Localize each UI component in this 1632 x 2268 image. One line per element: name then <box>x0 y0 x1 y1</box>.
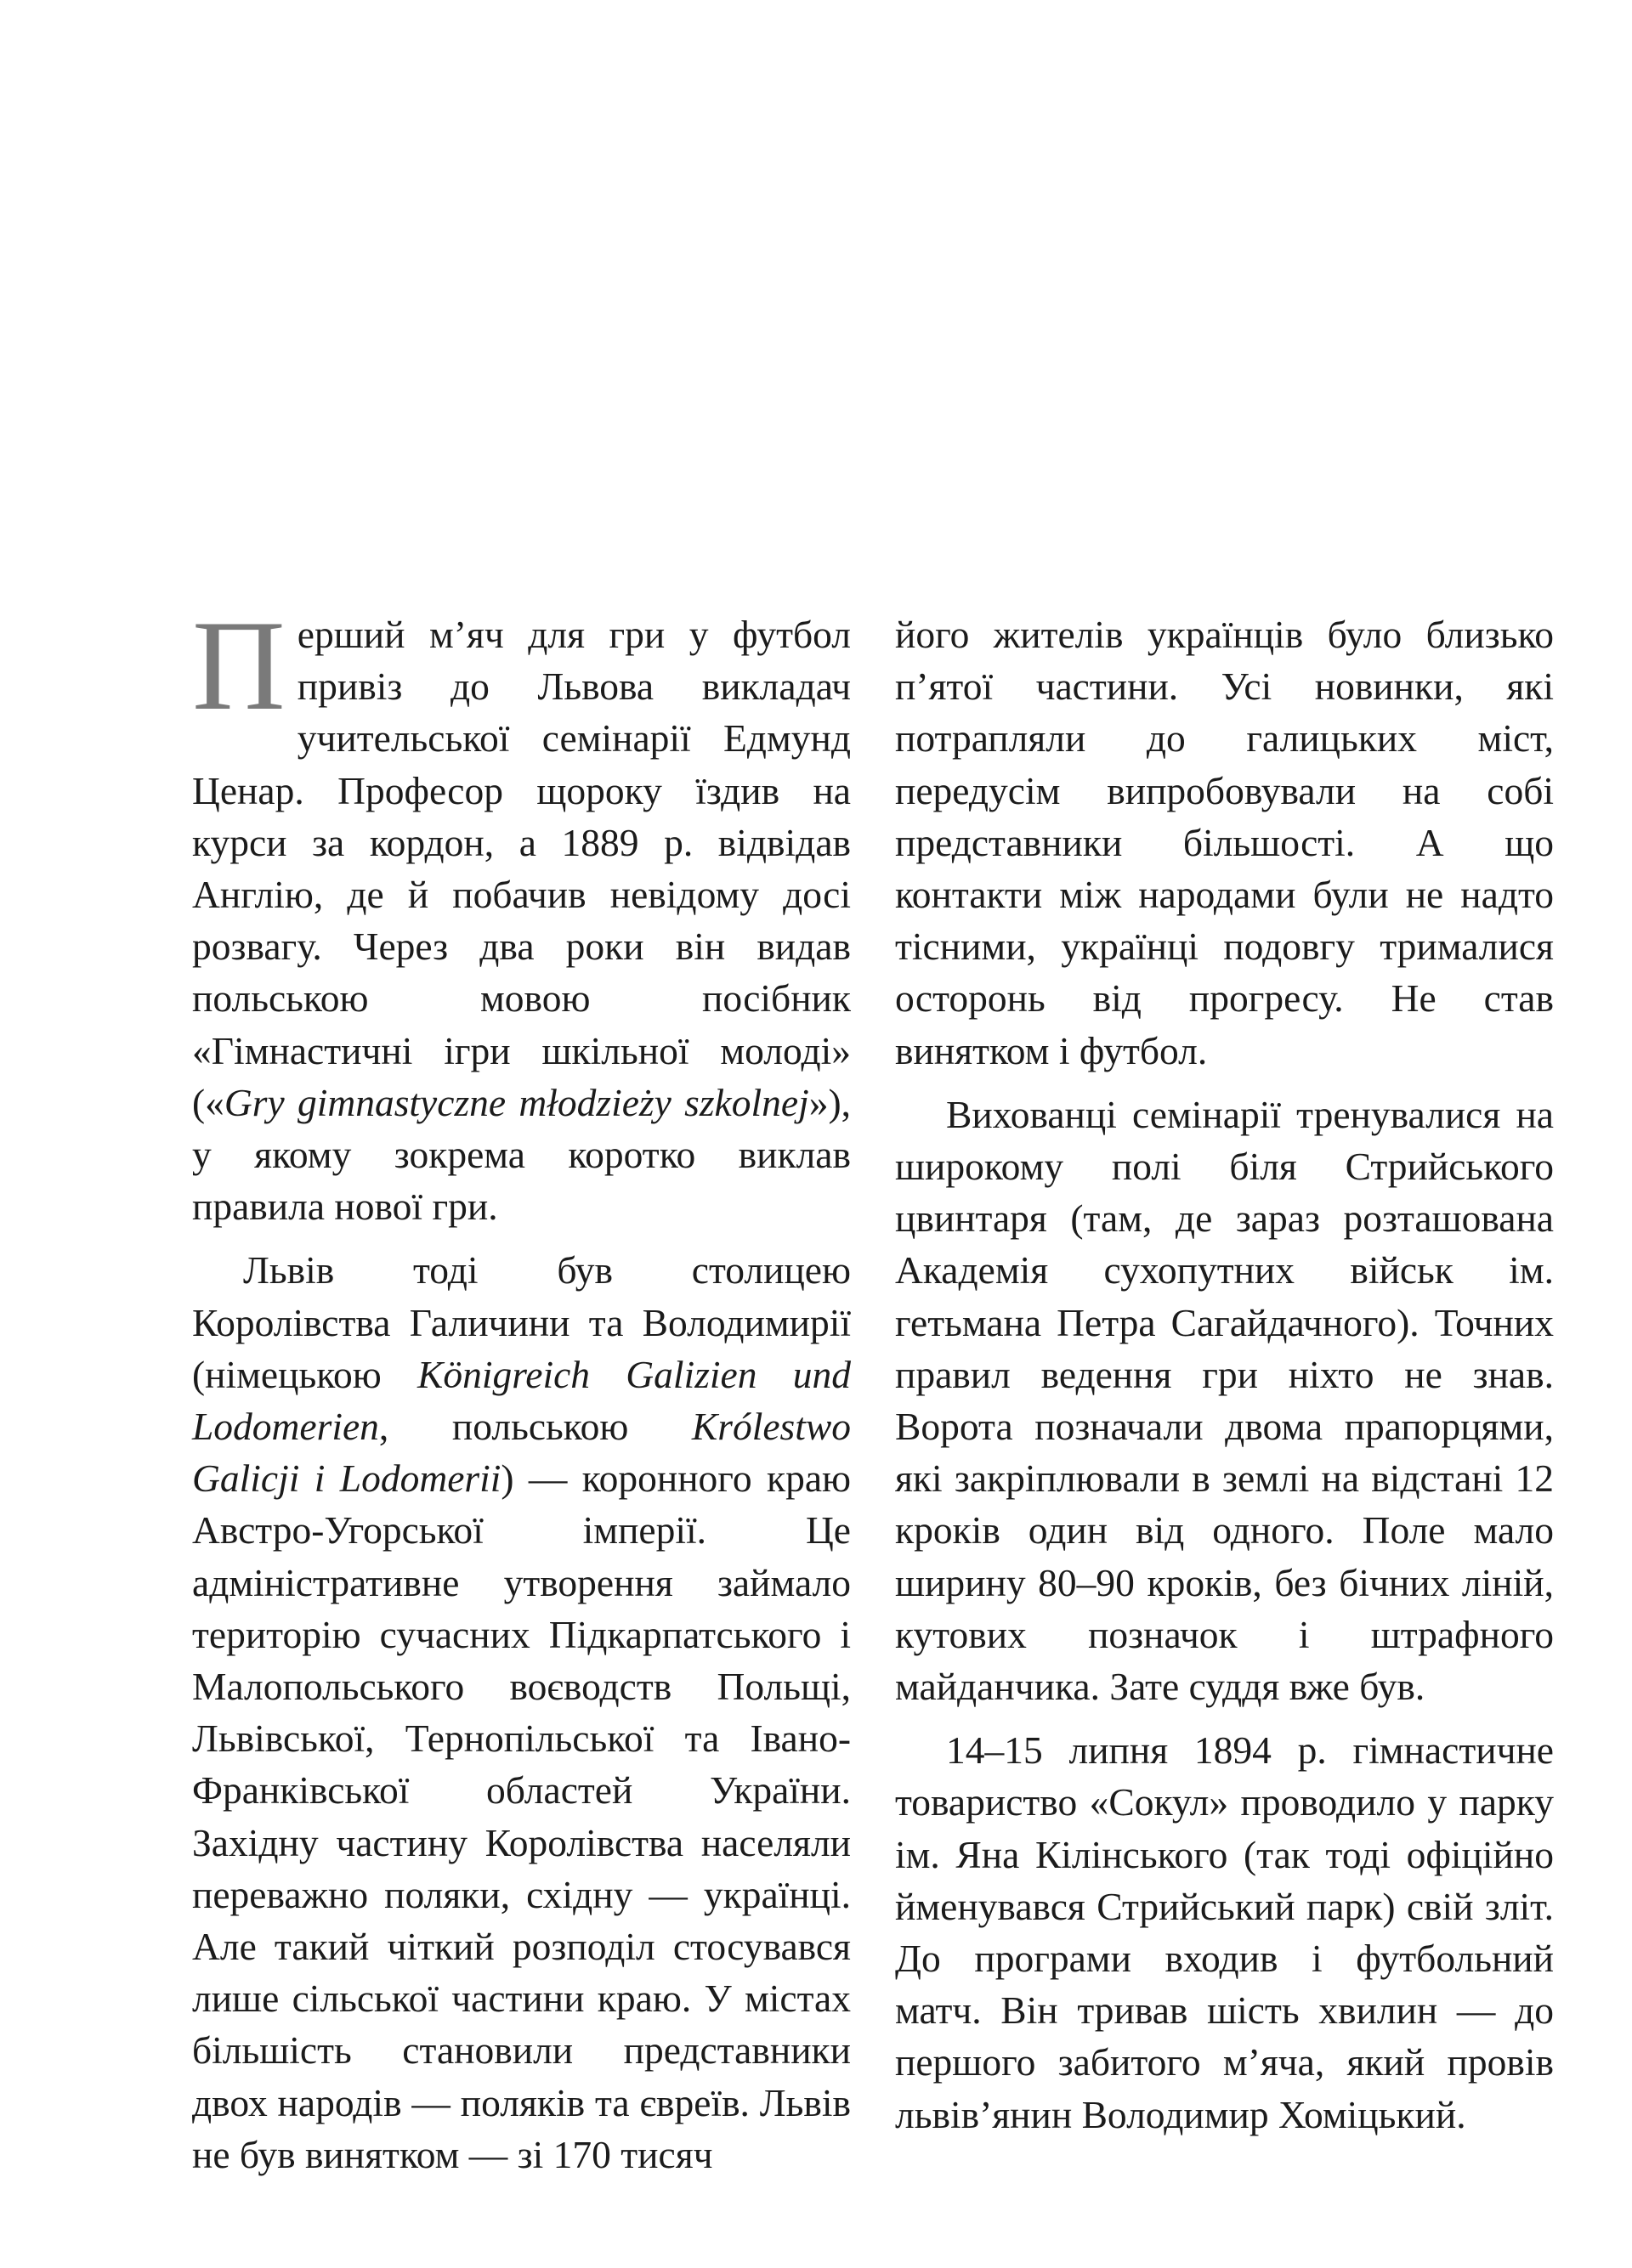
paragraph-text <box>192 594 851 1229</box>
italic-polish-name: Królestwo Galicji i Lodomerii <box>192 1405 851 1501</box>
italic-title: Gry gimnastyczne młodzieży szkolnej <box>224 1080 809 1124</box>
text-segment: ерший м’яч для гри у футбол привіз до Львова викладач учительської семінарії Едмунд Ценар. Професор щороку їздив на курси за кордон, а 1889 р. відвідав Англію, де й побачив невідому досі розвагу. Через два роки він видав польською мовою посібник «Гімнастичні ігри шкільної молоді» (« <box>192 613 851 1124</box>
drop-cap: П <box>192 594 286 737</box>
paragraph-lviv-capital <box>192 1244 851 2180</box>
text-segment: , польською <box>378 1405 692 1449</box>
paragraph-first-ball <box>192 594 851 1232</box>
paragraph-sokul-rally: 14–15 липня 1894 р. гімнастичне товариство «Сокул» проводило у парку ім. Яна Кілінського (так тоді офіційно йменувався Стрийський парк) свій зліт. До програми входив і футбольний матч. Він тривав шість хвилин — до першого забитого м’яча, який провів львів’янин Володимир Хоміцький. <box>895 1728 1554 2136</box>
left-column <box>192 594 852 2192</box>
text-segment: Львів тоді був столицею Королівства Галичини та Володимирії (німецькою <box>192 1248 851 1396</box>
paragraph-continuation: його жителів українців було близько п’ятої частини. Усі новинки, які потрапляли до галицьких міст, передусім випробовували на собі представники більшості. А що контакти між народами були не надто тісними, українці подовгу трималися осторонь від прогресу. Не став винятком і футбол. <box>895 613 1554 1072</box>
italic-german-name: Königreich Galizien und Lodomerien <box>192 1352 851 1449</box>
right-column <box>895 608 1554 2152</box>
text-segment: ) — коронного краю Австро-Угорської імперії. Це адміністративне утворення займало територію сучасних Підкарпатського і Малопольського воєводств Польщі, Львівської, Тернопільської та Івано-Франківської областей України. Західну частину Королівства населяли переважно поляки, східну — українці. Але такий чіткий розподіл стосувався лише сільської частини краю. У містах більшість становили представники двох народів — поляків та євреїв. Львів не був винятком — зі 170 тисяч <box>192 1456 852 2176</box>
paragraph-seminary-training: Вихованці семінарії тренувалися на широкому полі біля Стрийського цвинтаря (там, де зараз розташована Академія сухопутних військ ім. гетьмана Петра Сагайдачного). Точних правил ведення гри ніхто не знав. Ворота позначали двома прапорцями, які закріплювали в землі на відстані 12 кроків один від одного. Поле мало ширину 80–90 кроків, без бічних ліній, кутових позначок і штрафного майданчика. Зате суддя вже був. <box>895 1092 1554 1709</box>
text-segment: »), у якому зокрема коротко виклав правила нової гри. <box>192 1080 851 1229</box>
